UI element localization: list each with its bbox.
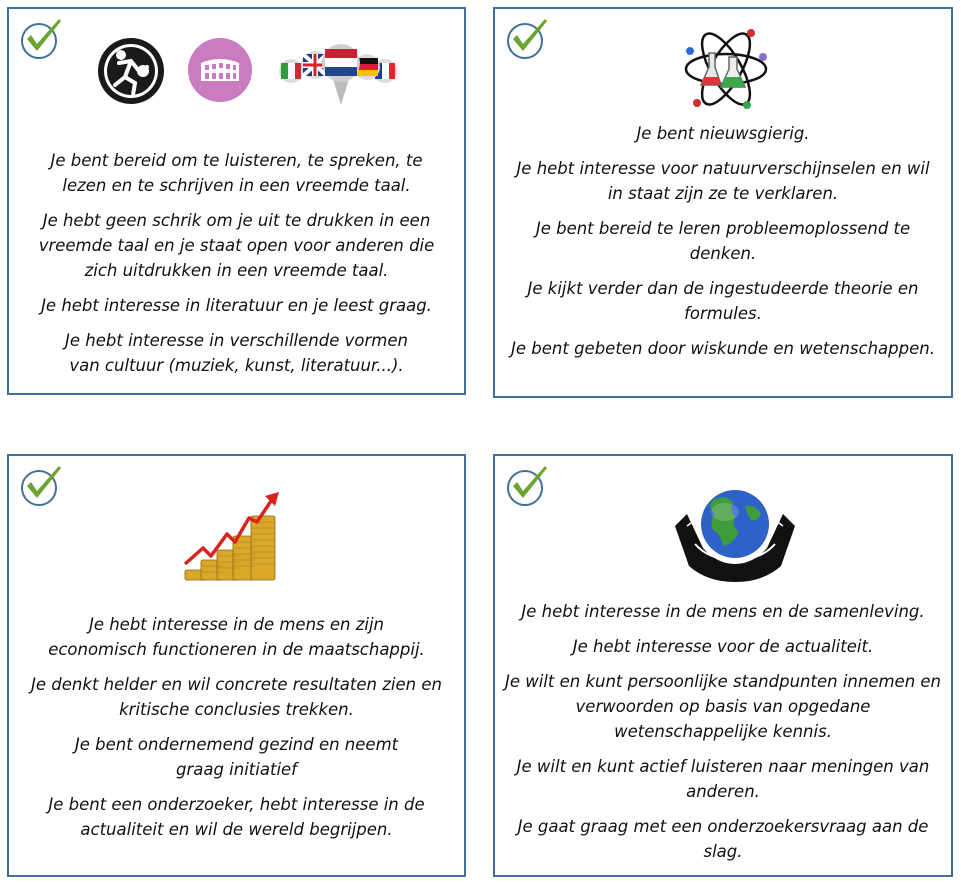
coins-growth-icon (181, 490, 293, 586)
card-society (493, 454, 953, 877)
card-economics (7, 454, 466, 877)
text-line: Je bent bereid om te luisteren, te spreken, te lezen en te schrijven in een vreemde taal. (50, 151, 423, 195)
text-line: Je hebt interesse voor natuurverschijnselen en wil in staat zijn ze te verklaren. (516, 159, 930, 203)
text-line: Je hebt interesse in literatuur en je leest graag. (41, 296, 432, 315)
text-line: Je hebt geen schrik om je uit te drukken in een vreemde taal en je staat open voor anderen die zich uitdrukken in een vreemde taal. (38, 211, 435, 280)
text-line: Je hebt interesse in de mens en zijn economisch functioneren in de maatschappij. (48, 615, 425, 659)
text-line: Je hebt interesse voor de actualiteit. (572, 637, 874, 656)
text-line: Je bent gebeten door wiskunde en wetenschappen. (511, 339, 935, 358)
text-line: Je hebt interesse in verschillende vormen van cultuur (muziek, kunst, literatuur...). (65, 331, 408, 375)
checkmark-icon (505, 464, 551, 508)
card-languages (7, 7, 466, 395)
checkmark-icon (19, 17, 65, 61)
card-science (493, 7, 953, 398)
text-line: Je bent nieuwsgierig. (636, 124, 810, 143)
text-line: Je bent ondernemend gezind en neemt graag initiatief (74, 735, 399, 779)
text-line: Je wilt en kunt persoonlijke standpunten innemen en verwoorden op basis van opgedane wetenschappelijke kennis. (504, 672, 942, 741)
text-line: Je hebt interesse in de mens en de samenleving. (521, 602, 925, 621)
text-line: Je wilt en kunt actief luisteren naar meningen van anderen. (516, 757, 930, 801)
running-man-icon (95, 35, 167, 107)
text-line: Je gaat graag met een onderzoekersvraag aan de slag. (517, 817, 929, 861)
checkmark-icon (505, 17, 551, 61)
text-line: Je denkt helder en wil concrete resultaten zien en kritische conclusies trekken. (31, 675, 442, 719)
globe-hands-icon (673, 486, 797, 582)
text-line: Je bent een onderzoeker, hebt interesse in de actualiteit en wil de wereld begrijpen. (48, 795, 425, 839)
text-line: Je kijkt verder dan de ingestudeerde theorie en formules. (527, 279, 919, 323)
science-atom-icon (681, 23, 771, 115)
checkmark-icon (19, 464, 65, 508)
colosseum-icon (187, 37, 253, 103)
flag-pins-icon (275, 39, 405, 111)
text-line: Je bent bereid te leren probleemoplossend te denken. (535, 219, 911, 263)
